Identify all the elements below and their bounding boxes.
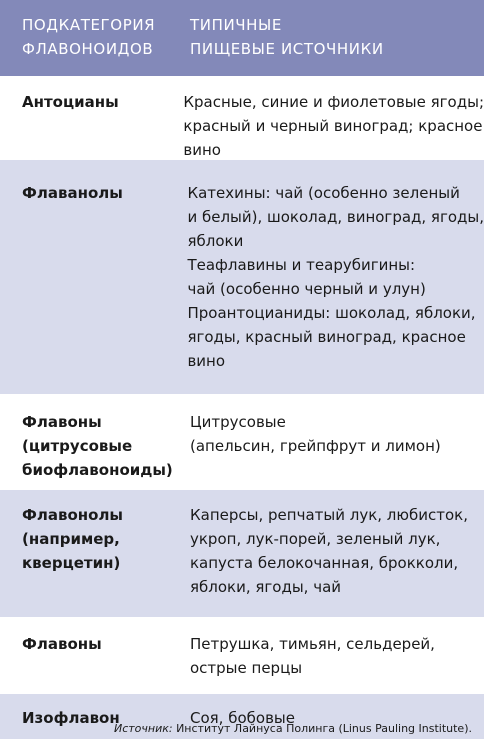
sources-line: Проантоцианиды: шоколад, яблоки, <box>187 304 476 322</box>
sources-line: (апельсин, грейпфрут и лимон) <box>190 437 441 455</box>
subcategory-cell <box>0 410 173 490</box>
sources-line: Цитрусовые <box>190 413 286 431</box>
subcategory-cell <box>0 90 161 160</box>
source-label: Источник: <box>113 722 173 735</box>
sources-cell <box>168 503 484 617</box>
header-sources-line: ПИЩЕВЫЕ ИСТОЧНИКИ <box>190 40 384 58</box>
table-row <box>0 490 484 617</box>
source-text: Институт Лайнуса Полинга (Linus Pauling Institute). <box>172 722 472 735</box>
sources-line: вино <box>187 352 226 370</box>
subcategory-cell <box>0 181 165 394</box>
subcategory-line: биофлавоноиды) <box>22 461 173 479</box>
subcategory-line: Флавонолы <box>22 506 124 524</box>
table-row <box>0 394 484 490</box>
sources-cell <box>168 632 484 694</box>
subcategory-line: кверцетин) <box>22 554 121 572</box>
sources-cell <box>165 181 484 394</box>
sources-line: яблоки, ягоды, чай <box>190 578 342 596</box>
sources-line: вино <box>183 141 221 159</box>
subcategory-line: Флавоны <box>22 413 102 431</box>
sources-line: Соя, бобовые <box>190 709 295 727</box>
subcategory-line: Изофлавон <box>22 709 120 727</box>
sources-line: яблоки <box>187 232 244 250</box>
table-row <box>0 76 484 160</box>
sources-line: Теафлавины и теарубигины: <box>187 256 416 274</box>
source-note <box>114 722 472 736</box>
subcategory-cell <box>0 503 168 617</box>
subcategory-line: Флавоны <box>22 635 102 653</box>
sources-line: капуста белокочанная, брокколи, <box>190 554 459 572</box>
table-row <box>0 160 484 394</box>
sources-line: Каперсы, репчатый лук, любисток, <box>190 506 468 524</box>
header-sources-line: ТИПИЧНЫЕ <box>190 16 282 34</box>
header-sources <box>168 0 484 76</box>
sources-line: и белый), шоколад, виноград, ягоды, <box>187 208 484 226</box>
sources-line: острые перцы <box>190 659 303 677</box>
sources-line: чай (особенно черный и улун) <box>187 280 426 298</box>
subcategory-line: (цитрусовые <box>22 437 133 455</box>
sources-cell <box>168 410 484 490</box>
subcategory-line: Флаванолы <box>22 184 123 202</box>
subcategory-cell <box>0 632 168 694</box>
header-subcategory-line: ПОДКАТЕГОРИЯ <box>22 16 156 34</box>
table-header <box>0 0 484 76</box>
sources-line: ягоды, красный виноград, красное <box>187 328 466 346</box>
header-subcategory <box>0 0 168 76</box>
sources-line: Катехины: чай (особенно зеленый <box>187 184 460 202</box>
sources-line: красный и черный виноград; красное <box>183 117 483 135</box>
sources-line: Красные, синие и фиолетовые ягоды; <box>183 93 484 111</box>
sources-cell <box>161 90 484 160</box>
sources-line: укроп, лук-порей, зеленый лук, <box>190 530 441 548</box>
sources-line: Петрушка, тимьян, сельдерей, <box>190 635 435 653</box>
header-subcategory-line: ФЛАВОНОИДОВ <box>22 40 154 58</box>
subcategory-line: Антоцианы <box>22 93 119 111</box>
table-row <box>0 617 484 694</box>
subcategory-line: (например, <box>22 530 120 548</box>
